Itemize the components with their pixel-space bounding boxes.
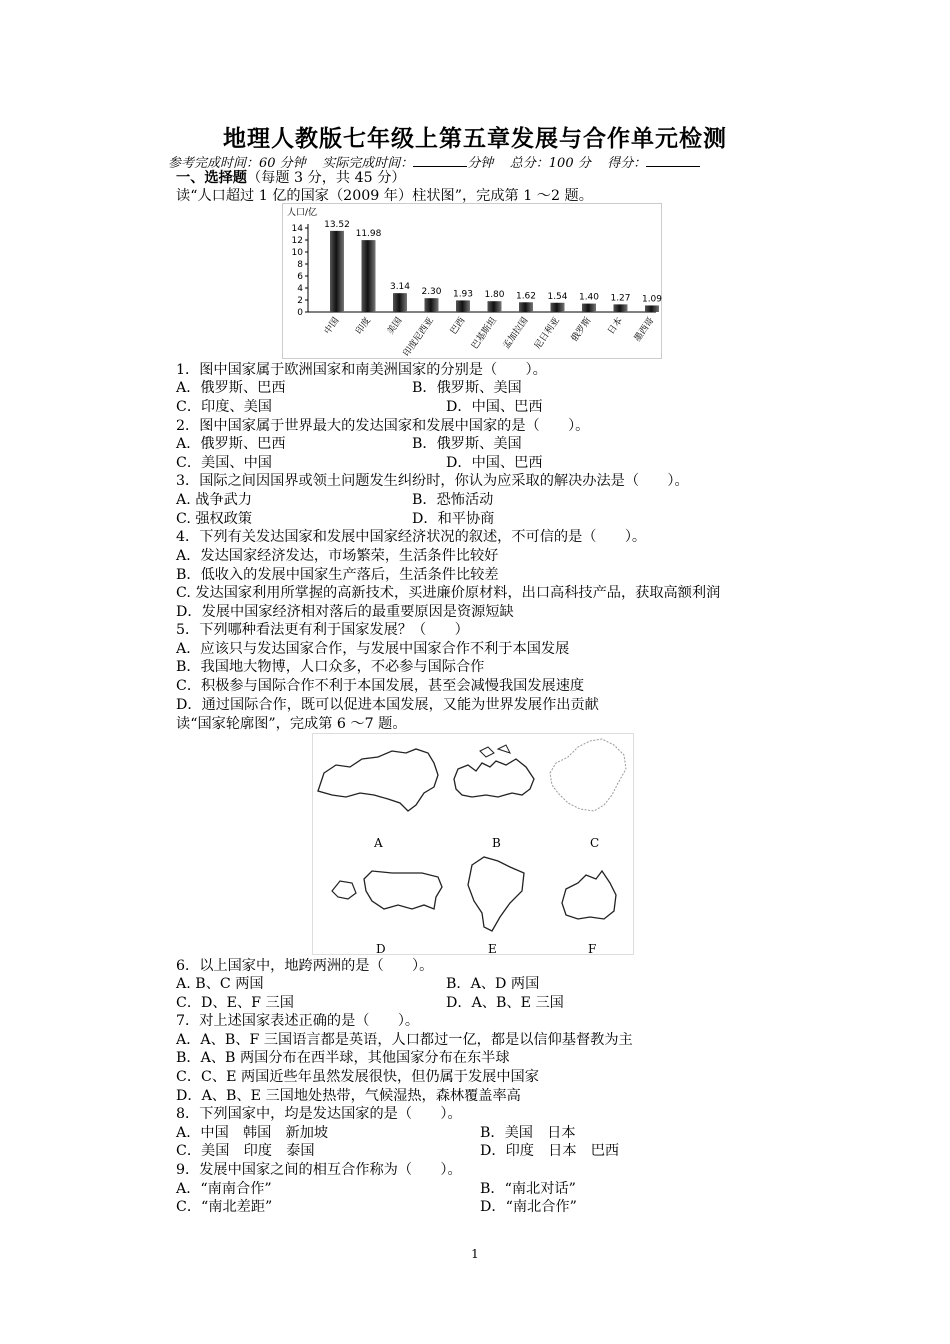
x-category-label: 尼日利亚 bbox=[533, 315, 562, 352]
q3-stem: 3．国际之间因国界或领土问题发生纠纷时，你认为应采取的解决办法是（ ）。 bbox=[176, 473, 689, 489]
bar bbox=[645, 305, 659, 312]
bar bbox=[425, 298, 439, 312]
q2-option-b[interactable]: B．俄罗斯、美国 bbox=[412, 436, 522, 452]
q7-stem: 7．对上述国家表述正确的是（ ）。 bbox=[176, 1013, 420, 1029]
y-tick-label: 8 bbox=[297, 260, 303, 270]
x-category-label: 俄罗斯 bbox=[569, 315, 594, 344]
bar-value-label: 3.14 bbox=[389, 282, 411, 293]
q9-option-b[interactable]: B．“南北对话” bbox=[480, 1181, 576, 1197]
q6-stem: 6．以上国家中，地跨两洲的是（ ）。 bbox=[176, 958, 434, 974]
q8-option-b[interactable]: B．美国 日本 bbox=[480, 1125, 576, 1141]
q3-option-d[interactable]: D．和平协商 bbox=[412, 511, 495, 527]
map-label-a: A bbox=[374, 836, 383, 850]
y-tick-label: 14 bbox=[291, 224, 303, 234]
y-tick-label: 6 bbox=[297, 272, 303, 282]
x-category-label: 印度尼西亚 bbox=[401, 315, 436, 359]
q1-option-d[interactable]: D．中国、巴西 bbox=[446, 399, 543, 415]
x-category-label: 中国 bbox=[322, 315, 342, 337]
bar-value-label: 2.30 bbox=[421, 287, 442, 298]
map-outline-a bbox=[318, 749, 438, 811]
map-outline-b bbox=[454, 759, 534, 797]
q8-option-d[interactable]: D．印度 日本 巴西 bbox=[480, 1143, 620, 1159]
map-outline-d bbox=[364, 871, 442, 909]
q4-option-d[interactable]: D．发展中国家经济相对落后的最重要原因是资源短缺 bbox=[176, 604, 514, 620]
bar bbox=[614, 304, 628, 312]
bar bbox=[330, 231, 344, 312]
q7-option-a[interactable]: A．A、B、F 三国语言都是英语，人口都过一亿，都是以信仰基督教为主 bbox=[176, 1032, 633, 1048]
q2-option-c[interactable]: C．美国、中国 bbox=[176, 455, 272, 471]
bar bbox=[393, 293, 407, 312]
actual-time: 实际完成时间： bbox=[322, 156, 414, 171]
map-outline-f bbox=[562, 871, 616, 919]
y-tick-label: 0 bbox=[297, 308, 303, 318]
q8-option-a[interactable]: A．中国 韩国 新加坡 bbox=[176, 1125, 329, 1141]
x-category-label: 印度 bbox=[354, 315, 373, 337]
country-outline-maps bbox=[312, 733, 634, 955]
q3-option-a[interactable]: A. 战争武力 bbox=[176, 492, 253, 508]
bar-value-label: 1.80 bbox=[484, 290, 505, 301]
y-axis-label: 人口/亿 bbox=[287, 208, 318, 218]
x-category-label: 巴西 bbox=[448, 315, 468, 337]
population-bar-chart bbox=[282, 203, 662, 359]
bar bbox=[582, 304, 596, 312]
q5-option-b[interactable]: B．我国地大物博，人口众多，不必参与国际合作 bbox=[176, 659, 485, 675]
map-label-b: B bbox=[492, 836, 501, 850]
page-title: 地理人教版七年级上第五章发展与合作单元检测 bbox=[223, 125, 727, 152]
x-category-label: 巴基斯坦 bbox=[470, 315, 499, 352]
q5-option-d[interactable]: D．通过国际合作，既可以促进本国发展，又能为世界发展作出贡献 bbox=[176, 697, 599, 713]
q7-option-c[interactable]: C．C、E 两国近些年虽然发展很快，但仍属于发展中国家 bbox=[176, 1069, 539, 1085]
map-islands-b bbox=[480, 745, 510, 757]
section-heading bbox=[176, 169, 406, 187]
minute-unit: 分钟 bbox=[467, 156, 494, 171]
q2-option-d[interactable]: D．中国、巴西 bbox=[446, 455, 543, 471]
q4-option-b[interactable]: B．低收入的发展中国家生产落后，生活条件比较差 bbox=[176, 567, 499, 583]
maps-frame bbox=[313, 734, 634, 955]
bar-value-label: 1.09 bbox=[641, 294, 662, 305]
q8-stem: 8．下列国家中，均是发达国家的是（ ）。 bbox=[176, 1106, 462, 1122]
intro-maps: 读“国家轮廓图”，完成第 6 ～7 题。 bbox=[176, 716, 407, 732]
q6-option-d[interactable]: D．A、B、E 三国 bbox=[446, 995, 564, 1011]
q4-stem: 4．下列有关发达国家和发展中国家经济状况的叙述，不可信的是（ ）。 bbox=[176, 529, 647, 545]
q7-option-d[interactable]: D．A、B、E 三国地处热带，气候湿热，森林覆盖率高 bbox=[176, 1088, 521, 1104]
bar bbox=[551, 303, 565, 312]
q7-option-b[interactable]: B．A、B 两国分布在西半球，其他国家分布在东半球 bbox=[176, 1050, 510, 1066]
map-label-d: D bbox=[376, 942, 386, 955]
bar-value-label: 1.27 bbox=[610, 293, 631, 304]
q1-option-b[interactable]: B．俄罗斯、美国 bbox=[412, 380, 522, 396]
total-score: 总分：100 分 bbox=[509, 156, 591, 171]
q1-option-c[interactable]: C．印度、美国 bbox=[176, 399, 272, 415]
ref-time: 参考完成时间：60 分钟 bbox=[168, 156, 306, 171]
actual-time-blank[interactable] bbox=[413, 155, 467, 167]
x-category-label: 美国 bbox=[385, 315, 405, 337]
map-label-e: E bbox=[488, 942, 497, 955]
bar bbox=[362, 240, 376, 312]
q3-option-c[interactable]: C. 强权政策 bbox=[176, 511, 253, 527]
page-number: 1 bbox=[471, 1247, 479, 1261]
q9-option-d[interactable]: D．“南北合作” bbox=[480, 1199, 577, 1215]
map-label-f: F bbox=[588, 942, 597, 955]
q2-stem: 2．图中国家属于世界最大的发达国家和发展中国家的是（ ）。 bbox=[176, 418, 590, 434]
bar-value-label: 1.62 bbox=[515, 291, 537, 302]
q8-option-c[interactable]: C．美国 印度 泰国 bbox=[176, 1143, 315, 1159]
x-category-label: 墨西哥 bbox=[632, 315, 657, 344]
q4-option-c[interactable]: C. 发达国家利用所掌握的高新技术，买进廉价原材料，出口高科技产品，获取高额利润 bbox=[176, 585, 721, 601]
q4-option-a[interactable]: A．发达国家经济发达，市场繁荣，生活条件比较好 bbox=[176, 548, 499, 564]
bar-value-label: 13.52 bbox=[324, 219, 350, 230]
bar-value-label: 1.93 bbox=[452, 289, 474, 300]
map-outline-c bbox=[550, 739, 626, 811]
q5-option-c[interactable]: C．积极参与国际合作不利于本国发展，甚至会减慢我国发展速度 bbox=[176, 678, 585, 694]
q1-option-a[interactable]: A．俄罗斯、巴西 bbox=[176, 380, 286, 396]
q5-stem: 5．下列哪种看法更有利于国家发展？（ ） bbox=[176, 622, 469, 638]
y-tick-label: 10 bbox=[291, 248, 303, 258]
y-tick-label: 12 bbox=[291, 236, 303, 246]
bar bbox=[488, 301, 502, 312]
score-blank[interactable] bbox=[646, 155, 700, 167]
q6-option-b[interactable]: B．A、D 两国 bbox=[446, 976, 540, 992]
section-title: 一、选择题 bbox=[176, 170, 247, 186]
q6-option-a[interactable]: A. B、C 两国 bbox=[176, 976, 264, 992]
section-note: （每题 3 分，共 45 分） bbox=[246, 170, 406, 186]
score-label: 得分： bbox=[607, 156, 647, 171]
bar-value-label: 1.54 bbox=[547, 291, 568, 302]
y-tick-label: 2 bbox=[297, 296, 303, 306]
bar bbox=[456, 300, 470, 312]
bar-value-label: 11.98 bbox=[355, 229, 382, 240]
q9-option-a[interactable]: A．“南南合作” bbox=[176, 1181, 272, 1197]
q5-option-a[interactable]: A．应该只与发达国家合作，与发展中国家合作不利于本国发展 bbox=[176, 641, 570, 657]
q1-stem: 1．图中国家属于欧洲国家和南美洲国家的分别是（ ）。 bbox=[176, 362, 547, 378]
intro-chart: 读“人口超过 1 亿的国家（2009 年）柱状图”，完成第 1 ～2 题。 bbox=[176, 188, 593, 204]
map-alaska-d bbox=[332, 881, 356, 899]
bar-value-label: 1.40 bbox=[578, 292, 600, 303]
bar bbox=[519, 302, 533, 312]
y-tick-label: 4 bbox=[297, 284, 303, 294]
q2-option-a[interactable]: A．俄罗斯、巴西 bbox=[176, 436, 286, 452]
x-category-label: 日本 bbox=[606, 315, 625, 337]
q9-stem: 9．发展中国家之间的相互合作称为（ ）。 bbox=[176, 1162, 462, 1178]
x-category-label: 孟加拉国 bbox=[501, 315, 531, 352]
q9-option-c[interactable]: C．“南北差距” bbox=[176, 1199, 273, 1215]
map-outline-e bbox=[468, 857, 524, 931]
q3-option-b[interactable]: B．恐怖活动 bbox=[412, 492, 494, 508]
map-label-c: C bbox=[590, 836, 600, 850]
q6-option-c[interactable]: C．D、E、F 三国 bbox=[176, 995, 294, 1011]
